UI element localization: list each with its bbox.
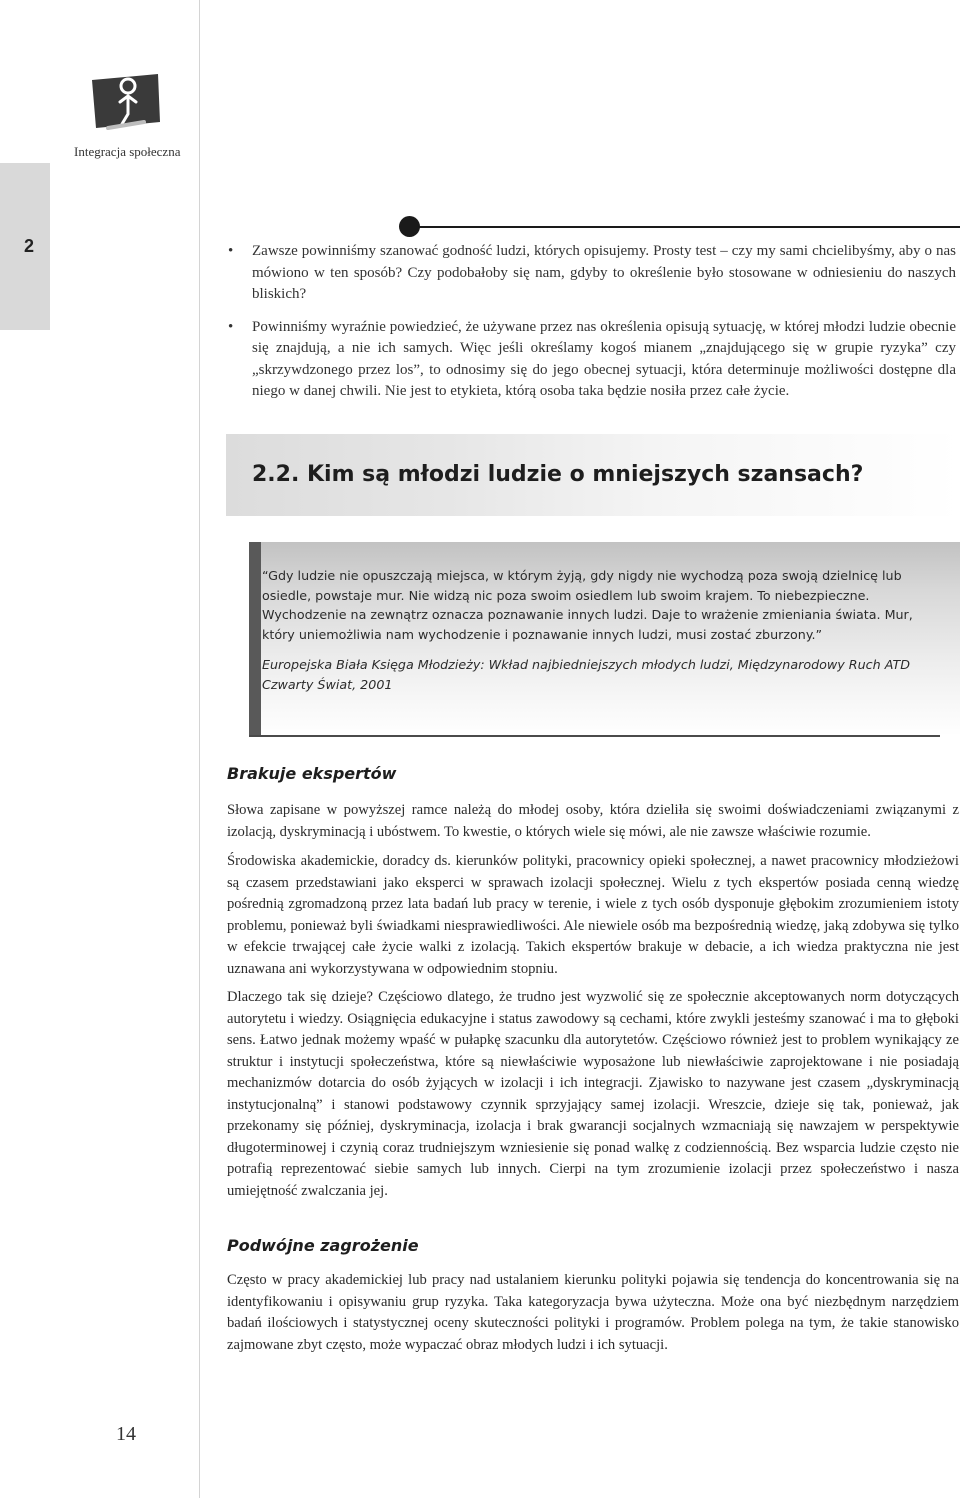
paragraph: Środowiska akademickie, doradcy ds. kierunków polityki, pracownicy opieki społecznej, a nawet pracownicy młodzieżowi są czasem przedstawiani jako eksperci w sprawach izolacji społecznej. Wielu z tych ekspertów posiada cenną wiedzę pośrednią zgromadzoną przez lata badań lub pracy w terenie, i wiele z tych osób dysponuje głębokim zrozumieniem istoty problemu, ponieważ byli świadkami niesprawiedliwości. Ale niewiele osób ma bezpośrednią wiedzę, jaką zdobywa się tylko w efekcie trwającej całe życie walki z izolacją. Takich ekspertów brakuje w debacie, a ich wiedza praktyczna nie jest uznawana ani wykorzystywana w odpowiednim stopniu. <box>227 853 959 977</box>
quote-box-bottom-rule <box>249 735 940 737</box>
chapter-number: 2 <box>24 236 35 256</box>
paragraph: Często w pracy akademickiej lub pracy nad ustalaniem kierunku polityki pojawia się tendencja do koncentrowania się na identyfikowaniu i opisywaniu grup ryzyka. Taka kategoryzacja bywa użyteczna. Może ona być niezbędnym narzędziem badań ilościowych i statystycznej oceny skuteczności polityki i programów. Problem polega na tym, że takie stanowisko zajmowane zbyt często, może wypaczać obraz młodych ludzi i ich sytuacji. <box>227 1272 959 1353</box>
subheading-double-threat: Podwójne zagrożenie <box>227 1236 419 1255</box>
decorative-rule-line <box>416 226 960 228</box>
quote-text: “Gdy ludzie nie opuszczają miejsca, w którym żyją, gdy nigdy nie wychodzą poza swoją dzielnicę lub osiedle, powstaje mur. Nie widzą nic poza swoim osiedlem lub swoim krajem. To niebezpieczne. Wychodzenie na zewnątrz oznacza poznawanie innych ludzi. Daje to wrażenie zmieniania świata. Mur, który uniemożliwia nam wychodzenie i poznawanie innych ludzi, musi zostać zburzony.” <box>262 568 913 642</box>
page-number: 14 <box>116 1423 136 1445</box>
bullet-item: • Zawsze powinniśmy szanować godność ludzi, których opisujemy. Prosty test – czy my sami chcielibyśmy, aby o nas mówiono w ten sposób? Czy podobałoby się nam, gdyby to określenie było stosowane w odniesieniu do naszych bliskich? <box>228 241 956 306</box>
guideline-bullet-list <box>228 241 956 414</box>
running-section-title: Integracja społeczna <box>74 144 181 159</box>
paragraph: Dlaczego tak się dzieje? Częściowo dlatego, że trudno jest wyzwolić się ze społecznie akceptowanych norm dotyczących autorytetu i wiedzy. Osiągnięcia edukacyjne i status zawodowy są cechami, które zwykli jesteśmy szanować i ma to głęboki sens. Łatwo jednak możemy wpaść w pułapkę szacunku dla autorytetów. Częściowo również jest to problem wynikający ze struktur i instytucji społeczeństwa, które są niewłaściwie wyposażone lub niewłaściwie zaprojektowane i nie posiadają mechanizmów dotarcia do osób żyjących w izolacji i ich integracji. Zjawisko to nazywane jest czasem „dyskryminacją instytucjonalną” i stanowi podstawowy czynnik sprzyjający samej izolacji. Wreszcie, dzieje się tak, ponieważ, jak przekonamy się później, dyskryminacja, izolacja i brak gwarancji socjalnych wzmacniają się nawzajem w perspektywie długoterminowej i czynią coraz trudniejszym wzniesienie się ponad walkę z codziennością. Bez wsparcia ludzie często nie potrafią reprezentować siebie samych lub innych. Cierpi na tym zrozumienie izolacji przez społeczeństwo i nasza umiejętność zwalczania jej. <box>227 989 959 1199</box>
bullet-item: • Powinniśmy wyraźnie powiedzieć, że używane przez nas określenia opisują sytuację, w której młodzi ludzie obecnie się znajdują, a nie ich samych. Więc jeśli określamy kogoś mianem „znajdującego się w grupie ryzyka” czy „skrzywdzonego przez los”, to odnosimy się do jego obecnej sytuacji, która determinuje możliwości dostępne dla niego w danej chwili. Nie jest to etykieta, którą osoba taka będzie nosiła przez całe życie. <box>228 317 956 403</box>
integration-logo-icon <box>90 72 162 134</box>
subheading-missing-experts: Brakuje ekspertów <box>227 764 397 783</box>
section-heading: 2.2. Kim są młodzi ludzie o mniejszych szansach? <box>252 462 864 487</box>
left-margin-column <box>0 0 200 1498</box>
paragraph: Słowa zapisane w powyższej ramce należą do młodej osoby, która dzieliła się swoimi doświadczeniami związanymi z izolacją, dyskryminacją i ubóstwem. To kwestie, o których wiele się mówi, ale nie zawsze właściwie rozumie. <box>227 802 959 840</box>
quote-source: Europejska Biała Księga Młodzieży: Wkład najbiedniejszych młodych ludzi, Międzynarodowy Ruch ATD Czwarty Świat, 2001 <box>262 657 910 692</box>
